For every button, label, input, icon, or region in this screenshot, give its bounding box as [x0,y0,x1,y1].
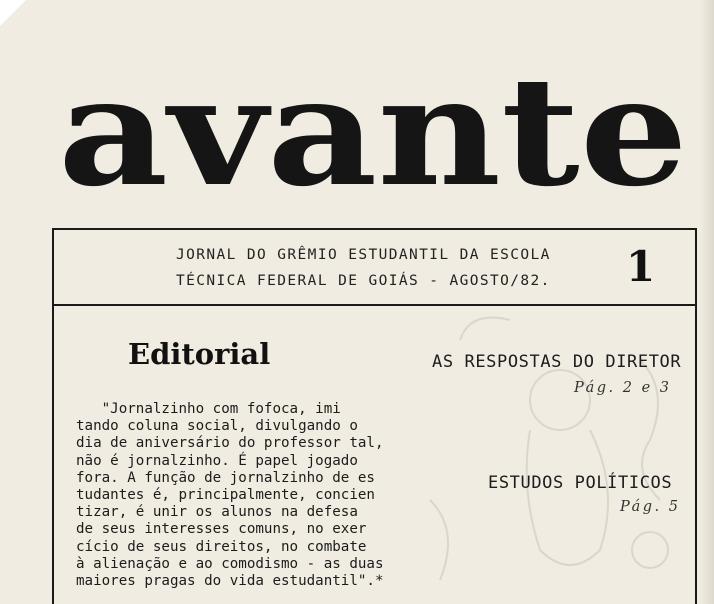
masthead-logo [56,44,696,204]
editorial-body [76,401,396,590]
masthead [56,44,696,204]
publisher-line-2: TÉCNICA FEDERAL DE GOIÁS - AGOSTO/82. [176,273,551,289]
toc-page-estudos: Pág. 5 [620,499,681,515]
header-divider [52,304,695,306]
editorial-line: tando coluna social, divulgando o [76,418,358,435]
page-corner [0,0,26,26]
editorial-line: dia de aniversário do professor tal, [76,435,384,452]
editorial-line: maiores pragas do vida estudantil".* [76,573,384,590]
publisher-line-1: JORNAL DO GRÊMIO ESTUDANTIL DA ESCOLA [176,247,551,263]
issue-number: 1 [626,242,656,291]
editorial-line: fora. A função de jornalzinho de es [76,469,375,486]
editorial-line: tudantes é, principalmente, concien [76,487,375,504]
editorial-line: de seus interesses comuns, no exer [76,521,367,538]
editorial-line: "Jornalzinho com fofoca, imi [76,401,341,417]
editorial-line: cício de seus direitos, no combate [76,538,367,555]
editorial-title: Editorial [128,337,271,371]
editorial-line: à alienação e ao comodismo - as duas [76,555,384,572]
masthead-title: avante [58,44,688,204]
toc-item-estudos: ESTUDOS POLÍTICOS [488,473,673,493]
editorial-line: não é jornalzinho. É papel jogado [76,452,358,469]
toc-item-diretor: AS RESPOSTAS DO DIRETOR [432,352,682,372]
page-edge-shadow [700,0,714,604]
editorial-line: tizar, é unir os alunos na defesa [76,504,358,521]
toc-page-diretor: Pág. 2 e 3 [574,380,672,396]
